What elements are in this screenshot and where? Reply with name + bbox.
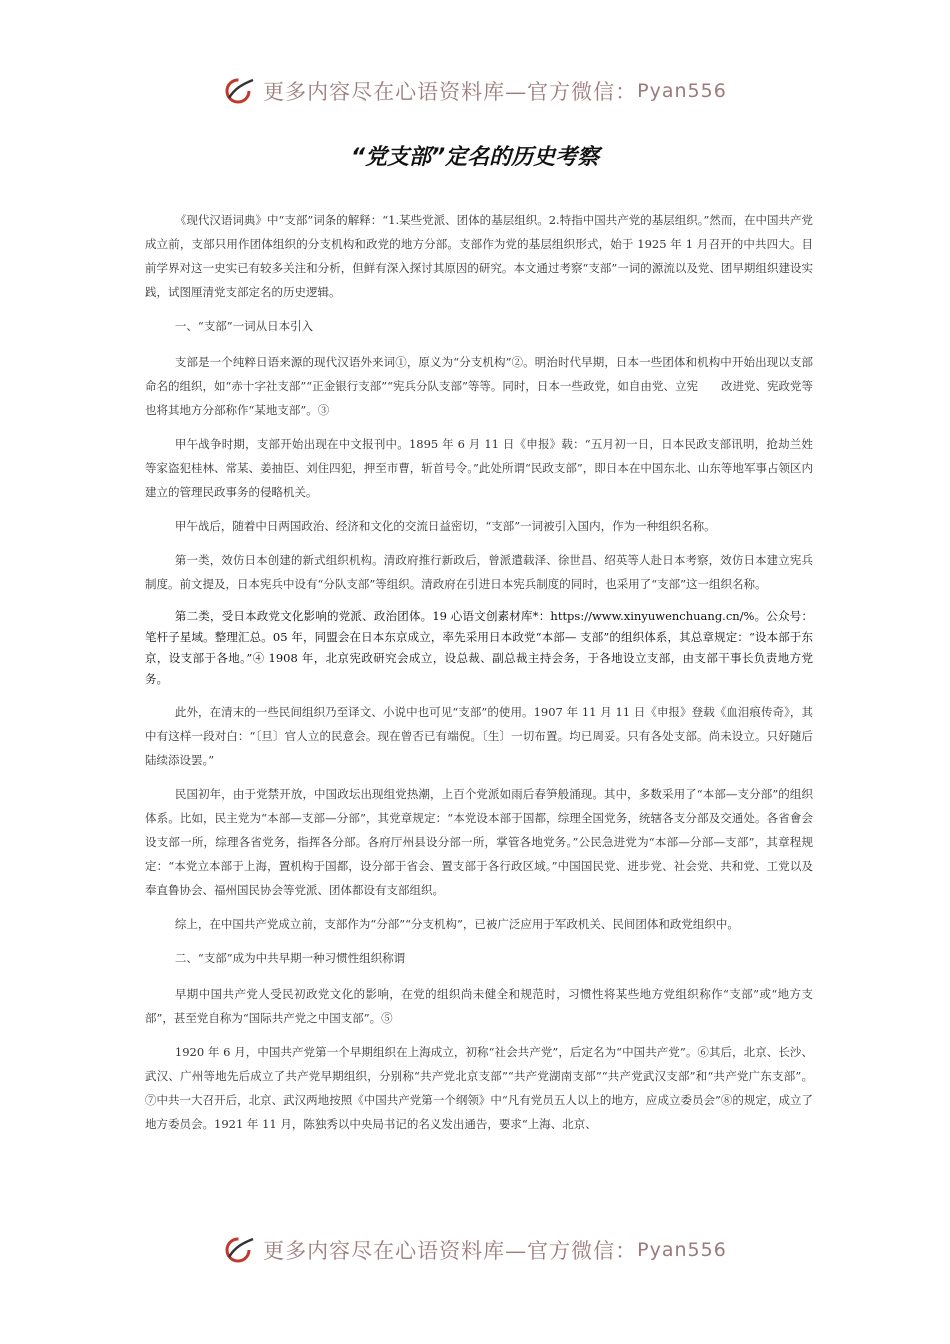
paragraph: 早期中国共产党人受民初政党文化的影响，在党的组织尚未健全和规范时，习惯性将某些地方党组织称作“支部”或“地方支部”，甚至党自称为“国际共产党之中国支部”。⑤ [145, 987, 813, 1025]
paragraph: 第二类，受日本政党文化影响的党派、政治团体。19 心语文创素材库*：https://www.xinyuwenchuang.cn/%。公众号：笔杆子星域。整理汇总。05 年，同盟会在日本东京成立，率先采用日本政党“本部— 支部”的组织体系，其总章规定：“设本部于东京，设支部于各地。”④ 1908 年，北京宪政研究会成立，设总裁、副总裁主持会务，于各地设立支部，由支部干事长负责地方党务。 [145, 609, 813, 686]
paragraph: 此外，在清末的一些民间组织乃至译文、小说中也可见“支部”的使用。1907 年 11 月 11 日《申报》登载《血泪痕传奇》，其中有这样一段对白：“〔旦〕官人立的民意会。现在曾否已有端倪。〔生〕一切布置。均已周妥。只有各处支部。尚未设立。只好随后陆续添设罢。” [145, 705, 813, 767]
paragraph: 1920 年 6 月，中国共产党第一个早期组织在上海成立，初称“社会共产党”，后定名为“中国共产党”。⑥其后，北京、长沙、武汉、广州等地先后成立了共产党早期组织，分别称“共产党北京支部”“共产党湖南支部”“共产党武汉支部”和“共产党广东支部”。⑦中共一大召开后，北京、武汉两地按照《中国共产党第一个纲领》中“凡有党员五人以上的地方，应成立委员会”⑧的规定，成立了地方委员会。1921 年 11 月，陈独秀以中央局书记的名义发出通告，要求“上海、北京、 [145, 1045, 813, 1131]
brush-stroke-logo-icon [223, 1235, 257, 1265]
section-heading-1: 一、“支部”一词从日本引入 [174, 319, 314, 333]
banner-text: 更多内容尽在心语资料库—官方微信： [263, 80, 638, 104]
paragraph: 民国初年，由于党禁开放，中国政坛出现组党热潮，上百个党派如雨后春笋般涌现。其中，多数采用了“本部—支分部”的组织体系。比如，民主党为“本部—支部—分部”，其党章规定：“本党设本部于国都，综理全国党务，统辖各支分部及交通处。各省會会设支部一所，综理各省党务，指挥各分部。各府厅州县设分部一所，掌管各地党务。”公民急进党为“本部—分部—支部”，其章程规定：“本党立本部于上海，置机构于国都，设分部于省会、置支部于各行政区域。”中国国民党、进步党、社会党、共和党、工党以及奉直鲁协会、福州国民协会等党派、团体都设有支部组织。 [145, 787, 813, 897]
paragraph: 甲午战后，随着中日两国政治、经济和文化的交流日益密切，“支部”一词被引入国内，作为一种组织名称。 [174, 519, 716, 533]
article-body [145, 208, 813, 1146]
paragraph: 第一类，效仿日本创建的新式组织机构。清政府推行新政后，曾派遣载泽、徐世昌、绍英等人赴日本考察，效仿日本建立宪兵制度。前文提及，日本宪兵中设有“分队支部”等组织。清政府在引进日本宪兵制度的同时，也采用了“支部”这一组织名称。 [145, 553, 813, 591]
footer-banner [0, 1235, 950, 1265]
paragraph: 综上，在中国共产党成立前，支部作为“分部”“分支机构”，已被广泛应用于军政机关、民间团体和政党组织中。 [174, 917, 739, 931]
section-heading-2: 二、“支部”成为中共早期一种习惯性组织称谓 [174, 951, 406, 965]
banner-text: 更多内容尽在心语资料库—官方微信： [263, 1239, 638, 1263]
paragraph: 甲午战争时期，支部开始出现在中文报刊中。1895 年 6 月 11 日《申报》载：“五月初一日，日本民政支部讯明，抢劫兰姓等家盗犯桂林、常某、姜抽臣、刘住四犯，押至市曹，斩首号令。”此处所谓“民政支部”，即日本在中国东北、山东等地军事占领区内建立的管理民政事务的侵略机关。 [145, 437, 813, 499]
header-banner [0, 76, 950, 106]
banner-account: Pyan556 [637, 80, 727, 102]
paragraph: 支部是一个纯粹日语来源的现代汉语外来词①，原义为“分支机构”②。明治时代早期，日本一些团体和机构中开始出现以支部命名的组织，如“赤十字社支部”“正金银行支部”“宪兵分队支部”等等。同时，日本一些政党，如自由党、立宪 改进党、宪政党等也将其地方分部称作“某地支部”。③ [145, 355, 813, 417]
page-title: “党支部”定名的历史考察 [350, 145, 600, 170]
banner-account: Pyan556 [637, 1239, 727, 1261]
paragraph-intro: 《现代汉语词典》中“支部”词条的解释：“1.某些党派、团体的基层组织。2.特指中国共产党的基层组织。”然而，在中国共产党成立前，支部只用作团体组织的分支机构和政党的地方分部。支部作为党的基层组织形式，始于 1925 年 1 月召开的中共四大。目前学界对这一史实已有较多关注和分析，但鲜有深入探讨其原因的研究。本文通过考察“支部”一词的源流以及党、团早期组织建设实践，试图厘清党支部定名的历史逻辑。 [145, 213, 813, 299]
brush-stroke-logo-icon [223, 76, 257, 106]
